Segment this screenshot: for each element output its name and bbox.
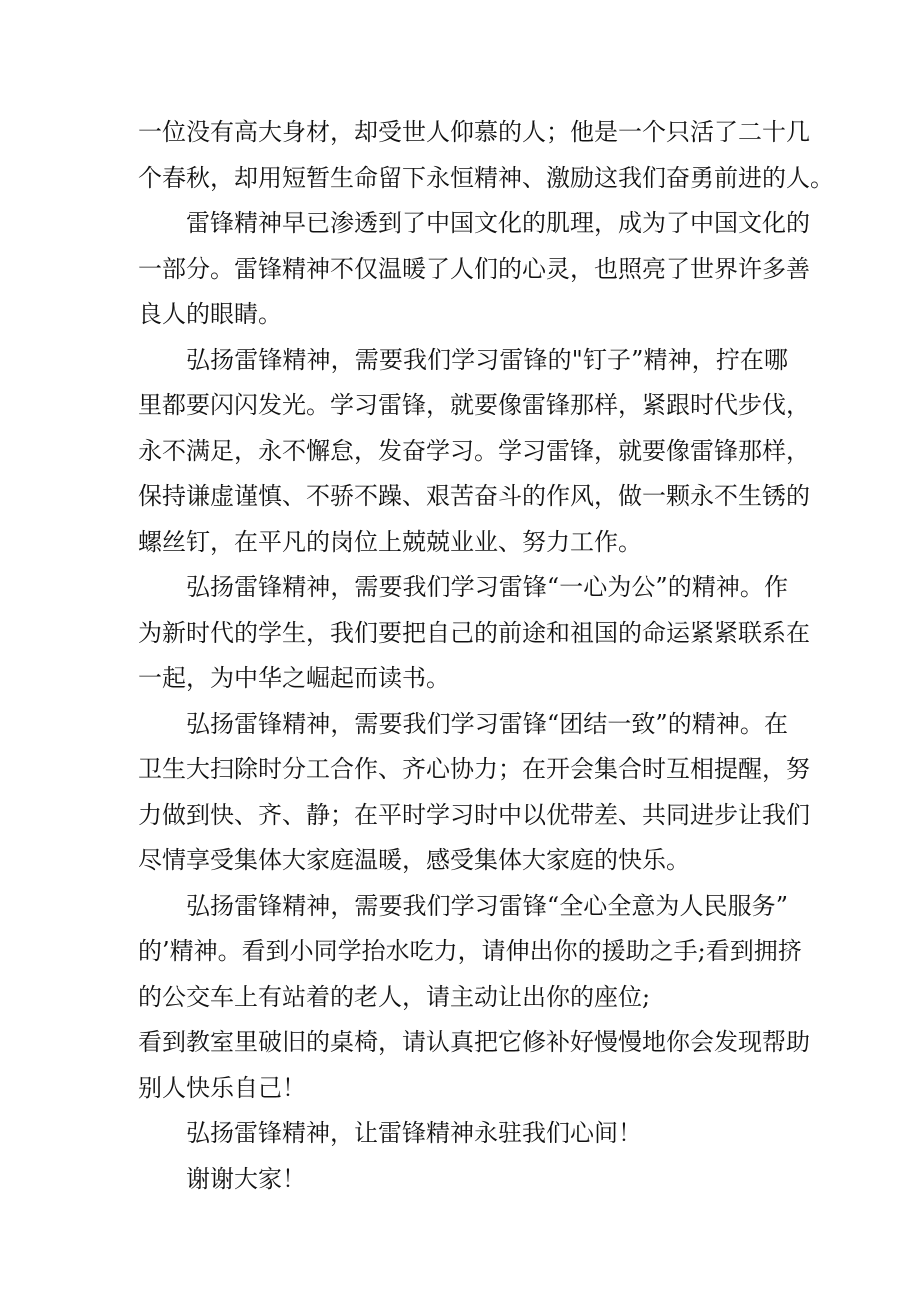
closing-line: 谢谢大家！ [186, 1164, 306, 1193]
text-line: 螺丝钉，在平凡的岗位上兢兢业业、努力工作。 [138, 527, 642, 556]
text-line: 个春秋，却用短暂生命留下永恒精神、激励这我们奋勇前进的人。 [138, 163, 834, 192]
paragraph-start-line: 弘扬雷锋精神，需要我们学习雷锋“一心为公”的精神。作 [186, 573, 788, 601]
text-line: 良人的眼睛。 [138, 300, 282, 328]
text-line: 保持谦虚谨慎、不骄不躁、艰苦奋斗的作风，做一颗永不生锈的 [138, 482, 810, 510]
text-line: 为新时代的学生，我们要把自己的前途和祖国的命运紧紧联系在 [138, 618, 810, 647]
paragraph-start-line: 弘扬雷锋精神，需要我们学习雷锋“全心全意为人民服务” [186, 891, 788, 920]
text-line: 看到教室里破旧的桌椅，请认真把它修补好慢慢地你会发现帮助 [138, 1028, 810, 1056]
text-line: 一位没有高大身材，却受世人仰慕的人；他是一个只活了二十几 [138, 118, 810, 146]
paragraph-start-line: 弘扬雷锋精神，需要我们学习雷锋“团结一致”的精神。在 [186, 709, 788, 738]
paragraph-start-line: 弘扬雷锋精神，让雷锋精神永驻我们心间！ [186, 1119, 642, 1147]
text-line: 的’精神。看到小同学抬水吃力，请伸出你的援助之手;看到拥挤 [138, 937, 802, 965]
text-line: 卫生大扫除时分工合作、齐心协力；在开会集合时互相提醒，努 [138, 755, 810, 783]
text-line: 一部分。雷锋精神不仅温暖了人们的心灵，也照亮了世界许多善 [138, 254, 810, 283]
text-line: 力做到快、齐、静；在平时学习时中以优带差、共同进步让我们 [138, 800, 810, 829]
paragraph-start-line: 雷锋精神早已渗透到了中国文化的肌理，成为了中国文化的 [186, 209, 810, 237]
text-line: 的公交车上有站着的老人，请主动让出你的座位; [138, 982, 651, 1011]
text-line: 尽情享受集体大家庭温暖，感受集体大家庭的快乐。 [138, 846, 690, 874]
paragraph-start-line: 弘扬雷锋精神，需要我们学习雷锋的"钉子”精神，拧在哪 [186, 345, 788, 374]
text-line: 里都要闪闪发光。学习雷锋，就要像雷锋那样，紧跟时代步伐， [138, 391, 810, 419]
text-line: 别人快乐自己！ [138, 1073, 306, 1102]
text-line: 永不满足，永不懈怠，发奋学习。学习雷锋，就要像雷锋那样， [138, 436, 810, 465]
speech-text [138, 110, 834, 1202]
text-line: 一起，为中华之崛起而读书。 [138, 664, 450, 692]
